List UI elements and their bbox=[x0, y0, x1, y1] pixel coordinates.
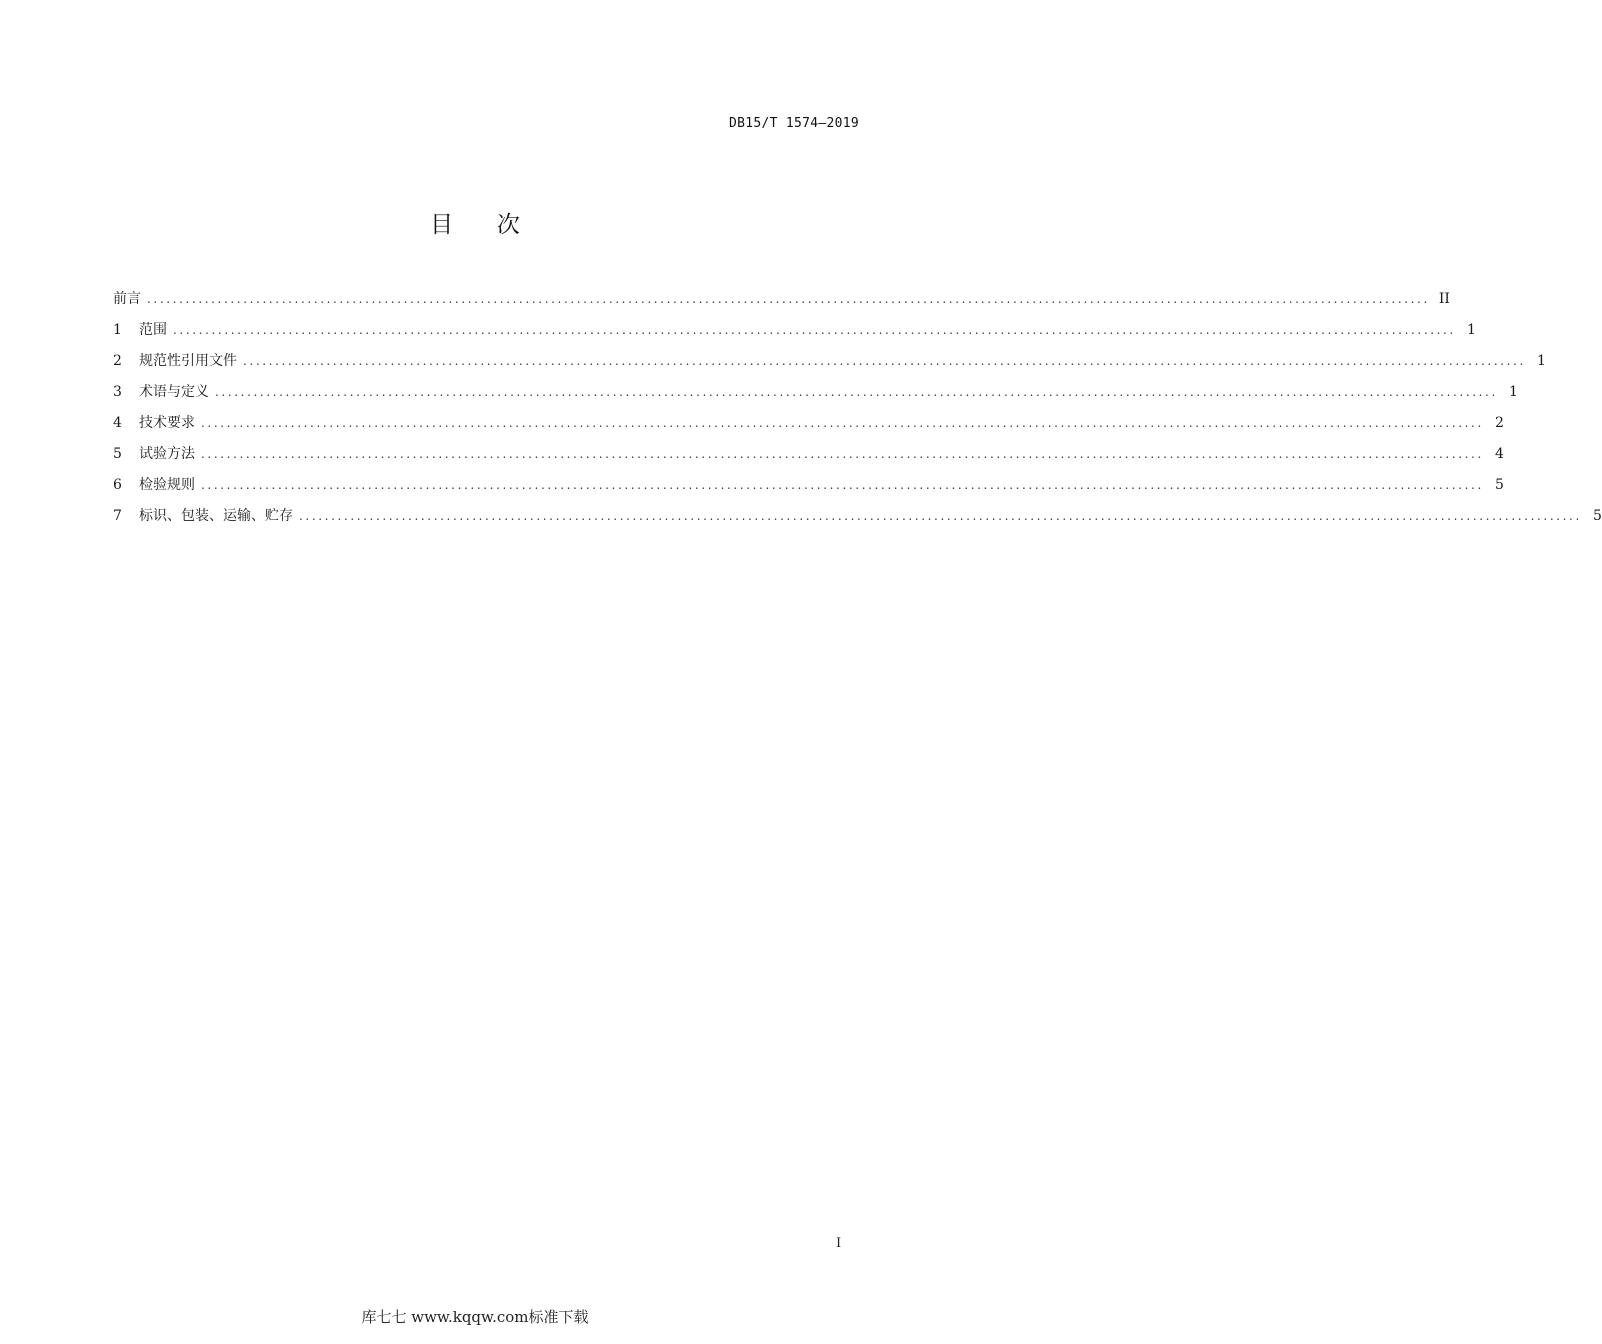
page-title: 目 次 bbox=[430, 212, 520, 238]
toc-label: 检验规则 bbox=[139, 477, 195, 493]
toc-entry-3[interactable] bbox=[113, 381, 1518, 412]
toc-page-number: 1 bbox=[1466, 322, 1476, 338]
toc-leader-dots: ........................................................................................................................................................................................................ bbox=[243, 354, 1526, 368]
toc-entry-6[interactable] bbox=[113, 474, 1504, 505]
footer-watermark: 库七七 www.kqqw.com标准下载 bbox=[361, 1308, 589, 1326]
toc-page-number: 5 bbox=[1494, 477, 1504, 493]
toc-label: 规范性引用文件 bbox=[139, 353, 237, 369]
toc-leader-dots: ........................................................................................................................................................................................................ bbox=[299, 509, 1582, 523]
toc-entry-7[interactable] bbox=[113, 505, 1602, 536]
toc-leader-dots: ........................................................................................................................................................................................................ bbox=[215, 385, 1498, 399]
toc-page-number: 1 bbox=[1536, 353, 1546, 369]
toc-page-number: 2 bbox=[1494, 415, 1504, 431]
toc-page-number: 5 bbox=[1592, 508, 1602, 524]
toc-entry-2[interactable] bbox=[113, 350, 1546, 381]
toc-leader-dots: ........................................................................................................................................................................................................ bbox=[201, 478, 1484, 492]
standard-code: DB15/T 1574—2019 bbox=[728, 116, 859, 131]
toc-section-number: 4 bbox=[113, 415, 122, 431]
toc-entry-5[interactable] bbox=[113, 443, 1504, 474]
toc-section-number: 6 bbox=[113, 477, 122, 493]
toc-entry-1[interactable] bbox=[113, 319, 1476, 350]
toc-section-number: 7 bbox=[113, 508, 122, 524]
toc-page-number: 4 bbox=[1494, 446, 1504, 462]
table-of-contents bbox=[113, 288, 1602, 536]
toc-leader-dots: ........................................................................................................................................................................................................ bbox=[201, 447, 1484, 461]
toc-label: 范围 bbox=[139, 322, 167, 338]
toc-section-number: 3 bbox=[113, 384, 122, 400]
toc-section-number: 2 bbox=[113, 353, 122, 369]
toc-label: 术语与定义 bbox=[139, 384, 209, 400]
toc-label: 前言 bbox=[113, 291, 141, 307]
toc-label: 标识、包装、运输、贮存 bbox=[139, 508, 293, 524]
page-number: I bbox=[836, 1236, 842, 1251]
toc-leader-dots: ........................................................................................................................................................................................................ bbox=[147, 292, 1430, 306]
toc-entry-foreword[interactable] bbox=[113, 288, 1450, 319]
toc-leader-dots: ........................................................................................................................................................................................................ bbox=[173, 323, 1456, 337]
toc-label: 试验方法 bbox=[139, 446, 195, 462]
toc-page-number: II bbox=[1438, 291, 1450, 307]
toc-leader-dots: ........................................................................................................................................................................................................ bbox=[201, 416, 1484, 430]
toc-entry-4[interactable] bbox=[113, 412, 1504, 443]
toc-section-number: 1 bbox=[113, 322, 122, 338]
toc-label: 技术要求 bbox=[139, 415, 195, 431]
toc-section-number: 5 bbox=[113, 446, 122, 462]
toc-page-number: 1 bbox=[1508, 384, 1518, 400]
